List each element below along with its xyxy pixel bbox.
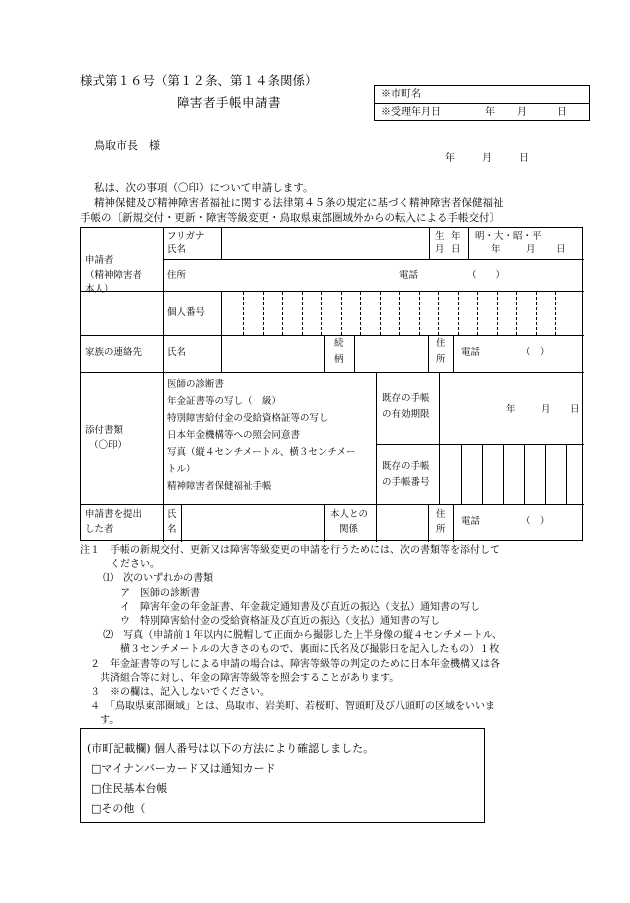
notes-section xyxy=(80,544,580,729)
submitter-name-label: 名 xyxy=(167,524,177,535)
submitter-address-label: 所 xyxy=(436,524,446,535)
attachment-item[interactable]: 精神障害者保健福祉手帳 xyxy=(167,481,272,492)
birth-label: 月 xyxy=(435,244,445,255)
existing-expiry-label: の有効期限 xyxy=(382,409,430,420)
form-number: 様式第１６号（第１２条、第１４条関係） xyxy=(80,73,318,88)
existing-expiry-field[interactable] xyxy=(440,373,584,444)
applicant-label: （精神障害者 xyxy=(85,270,143,281)
birth-label: 日 xyxy=(451,244,461,255)
attachment-item[interactable]: 特別障害給付金の受給資格証等の写し xyxy=(167,413,329,424)
city-name-label: ※市町名 xyxy=(381,89,421,100)
attachment-item[interactable]: 医師の診断書 xyxy=(167,379,225,390)
submitter-label: 申請書を提出 xyxy=(85,509,143,520)
attachment-item[interactable]: 写真（縦４センチメートル、横３センチメー xyxy=(167,447,356,458)
note-line: ３ ※の欄は、記入しないでください。 xyxy=(80,687,270,699)
col-divider xyxy=(468,228,469,259)
note-line: ください。 xyxy=(80,559,160,571)
received-date-row[interactable] xyxy=(375,103,589,120)
relationship-field[interactable] xyxy=(377,505,428,542)
col-divider xyxy=(163,228,164,542)
family-name-label: 氏名 xyxy=(167,347,187,358)
note-line: ⑴ 次のいずれかの書類 xyxy=(80,573,214,585)
applicant-label: 本人） xyxy=(85,284,114,295)
page-title: 障害者手帳申請書 xyxy=(177,95,282,110)
checkbox-resident-register[interactable]: □住民基本台帳 xyxy=(91,782,168,795)
existing-number-label: の手帳番号 xyxy=(382,477,430,488)
birth-month-label: 月 xyxy=(526,244,536,255)
attachment-item[interactable]: 年金証書等の写し（ 級） xyxy=(167,396,282,407)
attachments-label: （〇印） xyxy=(89,440,128,451)
col-divider xyxy=(324,504,325,542)
family-address-label: 住 xyxy=(436,338,446,349)
row-divider xyxy=(81,335,584,336)
family-phone-area: （ ） xyxy=(521,347,550,358)
note-line: 共済組合等に対し、年金の障害等級等を照会することがあります。 xyxy=(80,672,400,684)
address-label: 住所 xyxy=(167,270,187,281)
relationship-label: 本人との xyxy=(330,509,369,520)
name-label: 氏名 xyxy=(167,244,187,255)
note-line: ２ 年金証書等の写しによる申請の場合は、障害等級等の判定のために日本年金機構又は各 xyxy=(80,658,500,670)
col-divider xyxy=(376,372,377,504)
family-phone-label: 電話 xyxy=(461,347,481,358)
application-table xyxy=(80,227,583,541)
checkbox-my-number-card[interactable]: □マイナンバーカード又は通知カード xyxy=(91,762,276,775)
relationship-label: 関係 xyxy=(339,524,359,535)
family-name-field[interactable] xyxy=(222,336,324,372)
submitter-phone-label: 電話 xyxy=(461,516,481,527)
expiry-year-label: 年 xyxy=(506,404,516,415)
checkbox-other[interactable]: □その他（ xyxy=(91,802,146,815)
received-year-label: 年 xyxy=(485,107,495,118)
office-use-box xyxy=(374,85,590,121)
relation-label: 柄 xyxy=(334,354,344,365)
family-contact-label: 家族の連絡先 xyxy=(85,347,143,358)
furigana-label: フリガナ xyxy=(167,231,205,242)
name-field[interactable] xyxy=(222,228,429,259)
birth-label: 年 xyxy=(451,231,461,242)
intro-line-2: 精神保健及び精神障害者福祉に関する法律第４５条の規定に基づく精神障害者保健福祉 xyxy=(94,197,504,209)
my-number-field[interactable] xyxy=(222,292,584,335)
attachments-label: 添付書類 xyxy=(85,425,124,436)
application-day-label: 日 xyxy=(519,153,529,164)
era-options[interactable]: 明・大・昭・平 xyxy=(475,231,542,242)
city-name-row[interactable] xyxy=(375,86,589,103)
existing-number-field[interactable] xyxy=(440,445,584,504)
city-remarks-box xyxy=(80,728,485,823)
received-day-label: 日 xyxy=(557,107,567,118)
note-line: ウ 特別障害給付金の受給資格証及び直近の振込（支払）通知書の写し xyxy=(80,616,440,628)
col-divider xyxy=(428,504,429,542)
intro-line-3: 手帳の〔新規交付・更新・障害等級変更・鳥取県東部圏域外からの転入による手帳交付〕 xyxy=(80,212,500,224)
note-line: ア 医師の診断書 xyxy=(80,587,200,599)
birth-label: 生 xyxy=(435,231,445,242)
birth-year-label: 年 xyxy=(491,244,501,255)
intro-line-1: 私は、次の事項（〇印）について申請します。 xyxy=(94,182,314,194)
phone-area-code: （ ） xyxy=(467,270,506,281)
col-divider xyxy=(324,335,325,372)
col-divider xyxy=(429,228,430,259)
note-line: 注１ 手帳の新規交付、更新又は障害等級変更の申請を行うためには、次の書類等を添付して xyxy=(80,545,500,556)
submitter-name-label: 氏 xyxy=(167,509,177,520)
attachment-item: トル） xyxy=(167,464,196,475)
applicant-label: 申請者 xyxy=(85,255,114,266)
application-month-label: 月 xyxy=(482,153,492,164)
submitter-name-field[interactable] xyxy=(182,505,324,542)
expiry-day-label: 日 xyxy=(570,404,580,415)
application-year-label: 年 xyxy=(445,153,455,164)
submitter-phone-area: （ ） xyxy=(521,516,550,527)
received-date-label: ※受理年月日 xyxy=(381,107,441,118)
existing-number-label: 既存の手帳 xyxy=(382,461,430,472)
remarks-heading: (市町記載欄) 個人番号は以下の方法により確認しました。 xyxy=(87,742,375,755)
expiry-month-label: 月 xyxy=(541,404,551,415)
submitter-label: した者 xyxy=(85,524,114,535)
received-month-label: 月 xyxy=(517,107,527,118)
row-divider xyxy=(81,504,584,505)
col-divider xyxy=(428,335,429,372)
relation-label: 続 xyxy=(334,338,344,349)
my-number-label: 個人番号 xyxy=(167,307,206,318)
note-line: す。 xyxy=(80,715,120,727)
attachment-item[interactable]: 日本年金機構等への照会同意書 xyxy=(167,430,301,441)
col-divider xyxy=(453,335,454,372)
note-line: ４ 「鳥取県東部圏域」とは、鳥取市、岩美町、若桜町、智頭町及び八頭町の区域をいいま xyxy=(80,701,495,713)
existing-expiry-label: 既存の手帳 xyxy=(382,393,430,404)
birth-day-label: 日 xyxy=(556,244,566,255)
submitter-address-label: 住 xyxy=(436,509,446,520)
relation-field[interactable] xyxy=(355,336,428,372)
addressee: 鳥取市長 様 xyxy=(94,139,160,152)
col-divider xyxy=(453,504,454,542)
note-line: イ 障害年金の年金証書、年金裁定通知書及び直近の振込（支払）通知書の写し xyxy=(80,601,480,613)
note-line: 横３センチメートルの大きさのもので、裏面に氏名及び撮影日を記入したもの）１枚 xyxy=(80,644,500,656)
family-address-label: 所 xyxy=(436,354,446,365)
phone-label: 電話 xyxy=(399,270,419,281)
note-line: ⑵ 写真（申請前１年以内に脱帽して正面から撮影した上半身像の縦４センチメートル、 xyxy=(80,630,502,642)
